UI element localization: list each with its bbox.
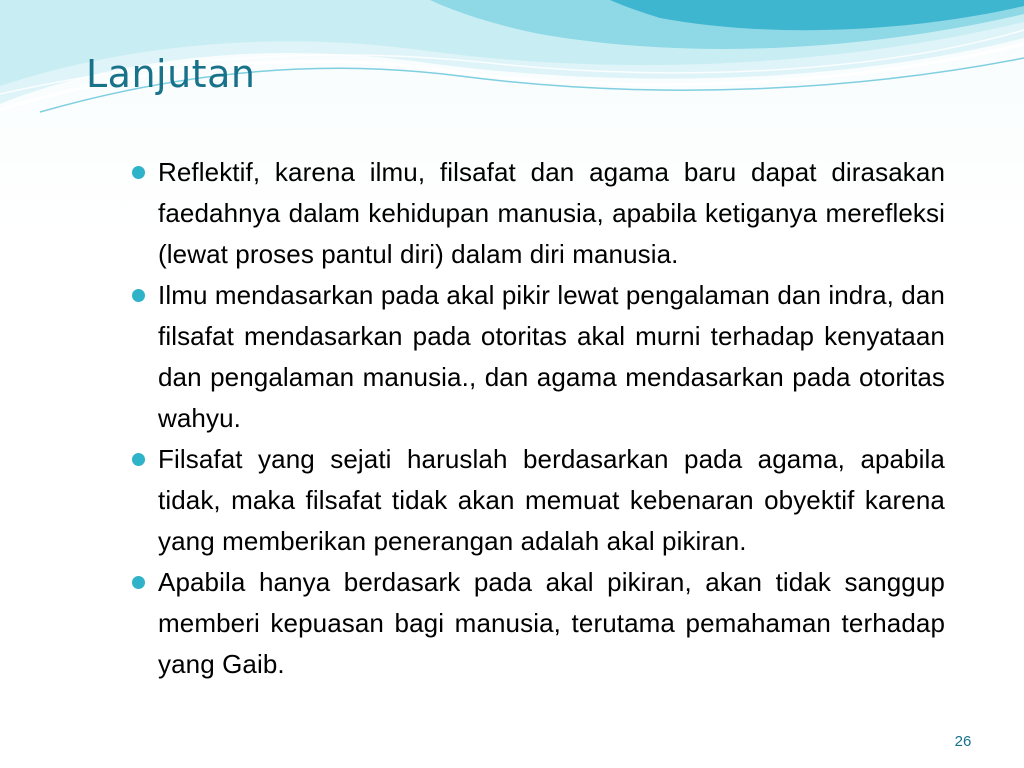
- bullet-dot-icon: [132, 453, 145, 466]
- bullet-dot-icon: [132, 576, 145, 589]
- slide-title: Lanjutan: [86, 52, 256, 96]
- bullet-dot-icon: [132, 289, 145, 302]
- bullet-list: [130, 152, 945, 685]
- page-number: 26: [954, 733, 972, 750]
- bullet-dot-icon: [132, 166, 145, 179]
- bullet-item: [130, 562, 945, 685]
- bullet-text: Apabila hanya berdasark pada akal pikiran, akan tidak sanggup memberi kepuasan bagi manusia, terutama pemahaman terhadap yang Gaib.: [158, 567, 945, 679]
- bullet-text: Filsafat yang sejati haruslah berdasarkan pada agama, apabila tidak, maka filsafat tidak akan memuat kebenaran obyektif karena yang memberikan penerangan adalah akal pikiran.: [158, 444, 945, 556]
- bullet-item: [130, 275, 945, 439]
- bullet-item: [130, 152, 945, 275]
- bullet-item: [130, 439, 945, 562]
- bullet-text: Reflektif, karena ilmu, filsafat dan agama baru dapat dirasakan faedahnya dalam kehidupan manusia, apabila ketiganya merefleksi (lewat proses pantul diri) dalam diri manusia.: [158, 157, 945, 269]
- bullet-text: Ilmu mendasarkan pada akal pikir lewat pengalaman dan indra, dan filsafat mendasarkan pada otoritas akal murni terhadap kenyataan dan pengalaman manusia., dan agama mendasarkan pada otoritas wahyu.: [158, 280, 945, 433]
